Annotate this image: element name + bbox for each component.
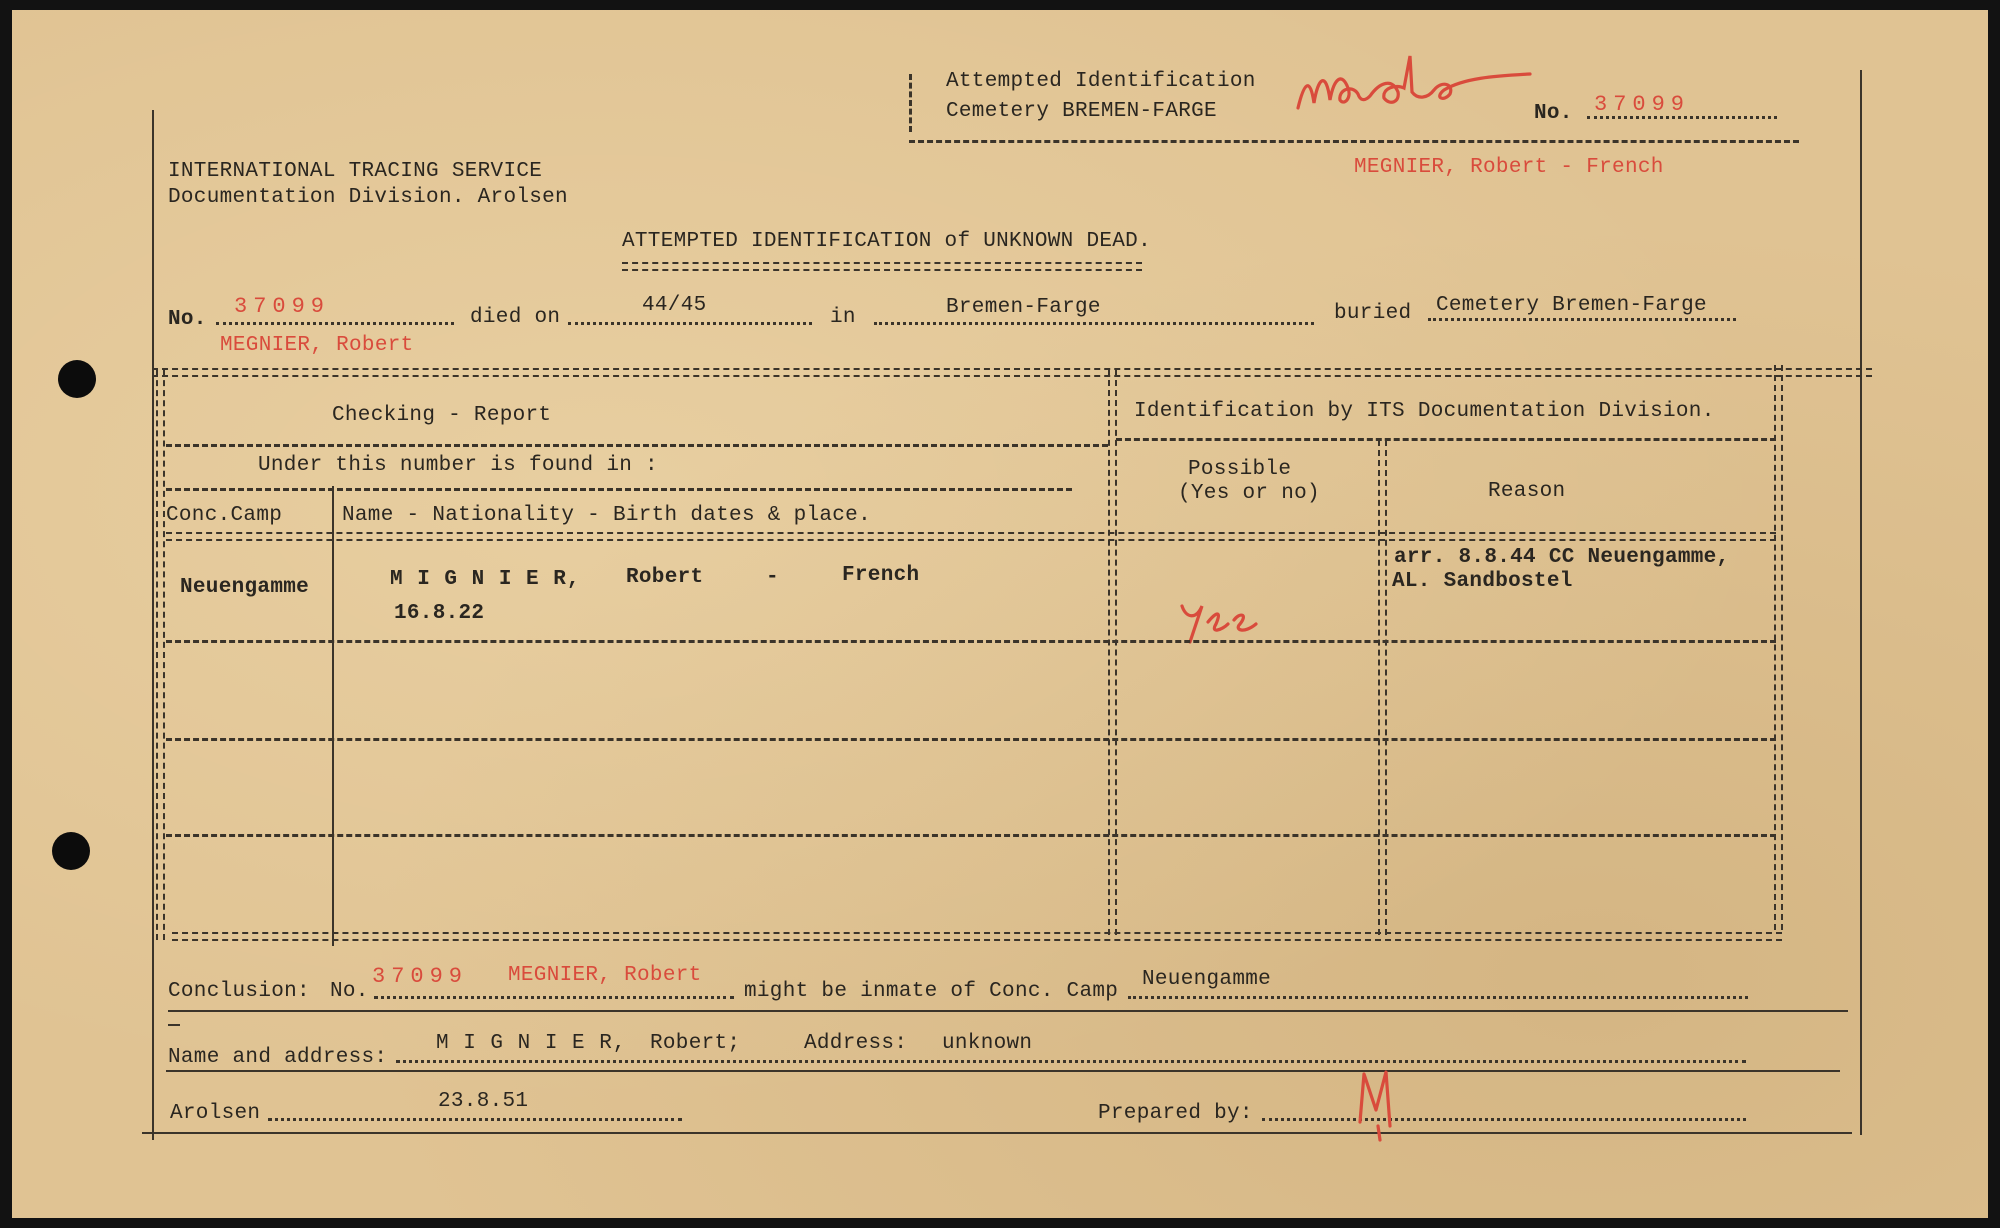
prepared-by-dotted <box>1262 1118 1746 1121</box>
table-bottom-border <box>172 932 1782 941</box>
attempted-box-left-edge <box>909 74 912 132</box>
conclusion-short-mark <box>168 1024 180 1026</box>
might-be-inmate-text: might be inmate of Conc. Camp <box>744 980 1119 1003</box>
footer-date-dotted <box>268 1118 682 1121</box>
attempted-identification-label: Attempted Identification <box>946 70 1256 93</box>
yes-or-no-header: (Yes or no) <box>1178 482 1320 505</box>
under-number-text: Under this number is found in : <box>258 454 658 477</box>
died-on-label: died on <box>470 306 561 329</box>
possible-header: Possible <box>1188 458 1292 481</box>
name-address-first-name: Robert; <box>650 1032 741 1055</box>
reason-header: Reason <box>1488 480 1566 503</box>
made-handwriting <box>1294 48 1534 118</box>
conclusion-person-name: MEGNIER, Robert <box>508 964 702 987</box>
buried-label: buried <box>1334 302 1412 325</box>
died-on-value: 44/45 <box>642 294 707 317</box>
in-value: Bremen-Farge <box>946 296 1101 319</box>
checking-report-underline <box>166 444 1108 447</box>
punch-hole-bottom <box>52 832 90 870</box>
row-dash: - <box>766 566 779 589</box>
row-surname: M I G N I E R, <box>390 568 581 591</box>
conclusion-rule <box>168 1010 1848 1012</box>
table-reason-divider <box>1378 440 1387 935</box>
in-label: in <box>830 306 856 329</box>
name-column-header: Name - Nationality - Birth dates & place. <box>342 504 871 527</box>
name-address-dotted <box>396 1060 1746 1063</box>
table-left-border <box>156 370 165 940</box>
card-left-border <box>152 110 154 1140</box>
record-no-dotted <box>216 322 454 325</box>
conclusion-label: Conclusion: <box>168 980 310 1003</box>
identification-header: Identification by ITS Documentation Division. <box>1134 400 1715 423</box>
buried-dotted <box>1428 318 1736 321</box>
index-card <box>12 10 1988 1218</box>
yes-handwriting <box>1176 584 1286 648</box>
org-name: INTERNATIONAL TRACING SERVICE <box>168 160 543 183</box>
table-row-separator-2 <box>166 738 1776 741</box>
table-row-separator-3 <box>166 834 1776 837</box>
died-on-dotted <box>568 322 812 325</box>
in-dotted <box>874 322 1314 325</box>
table-camp-divider <box>332 486 334 946</box>
footer-place: Arolsen <box>170 1102 261 1125</box>
row-camp: Neuengamme <box>180 576 310 599</box>
record-no-value: 37099 <box>234 294 331 319</box>
row-birth-date: 16.8.22 <box>394 602 485 625</box>
name-address-surname: M I G N I E R, <box>436 1032 627 1055</box>
conclusion-no-label: No. <box>330 980 369 1003</box>
buried-value: Cemetery Bremen-Farge <box>1436 294 1707 317</box>
prepared-by-initial <box>1350 1066 1406 1142</box>
footer-date: 23.8.51 <box>438 1090 529 1113</box>
under-number-underline <box>166 488 1072 491</box>
card-bottom-border <box>142 1132 1852 1134</box>
card-right-border <box>1860 70 1862 1135</box>
punch-hole-top <box>58 360 96 398</box>
record-no-label: No. <box>168 308 207 331</box>
name-address-label: Name and address: <box>168 1046 388 1069</box>
cemetery-label: Cemetery BREMEN-FARGE <box>946 100 1217 123</box>
conclusion-no-value: 37099 <box>372 964 469 989</box>
row-first-name: Robert <box>626 566 704 589</box>
conclusion-camp-value: Neuengamme <box>1142 968 1272 991</box>
row-reason-line1: arr. 8.8.44 CC Neuengamme, <box>1394 546 1730 569</box>
attempted-box-bottom-edge <box>909 140 1799 143</box>
header-person-name: MEGNIER, Robert - French <box>1354 156 1664 179</box>
identification-underline <box>1116 438 1776 441</box>
address-label: Address: <box>804 1032 908 1055</box>
table-middle-divider <box>1108 370 1117 935</box>
form-title-underline <box>622 262 1142 271</box>
row-nationality: French <box>842 564 920 587</box>
name-address-rule <box>166 1070 1840 1072</box>
org-division: Documentation Division. Arolsen <box>168 186 568 209</box>
conclusion-camp-dotted <box>1128 996 1748 999</box>
table-row-separator-1 <box>166 640 1776 643</box>
table-top-border <box>152 368 1872 377</box>
conc-camp-column-header: Conc.Camp <box>166 504 283 527</box>
column-header-underline <box>166 532 1776 541</box>
prepared-by-label: Prepared by: <box>1098 1102 1253 1125</box>
table-right-border <box>1774 365 1783 930</box>
row-reason-line2: AL. Sandbostel <box>1392 570 1573 593</box>
address-value: unknown <box>942 1032 1033 1055</box>
header-no-label: No. <box>1534 102 1573 125</box>
form-title: ATTEMPTED IDENTIFICATION of UNKNOWN DEAD. <box>622 230 1151 253</box>
header-no-value: 37099 <box>1594 92 1691 117</box>
record-person-name: MEGNIER, Robert <box>220 334 414 357</box>
checking-report-header: Checking - Report <box>332 404 552 427</box>
conclusion-no-dotted <box>374 996 734 999</box>
